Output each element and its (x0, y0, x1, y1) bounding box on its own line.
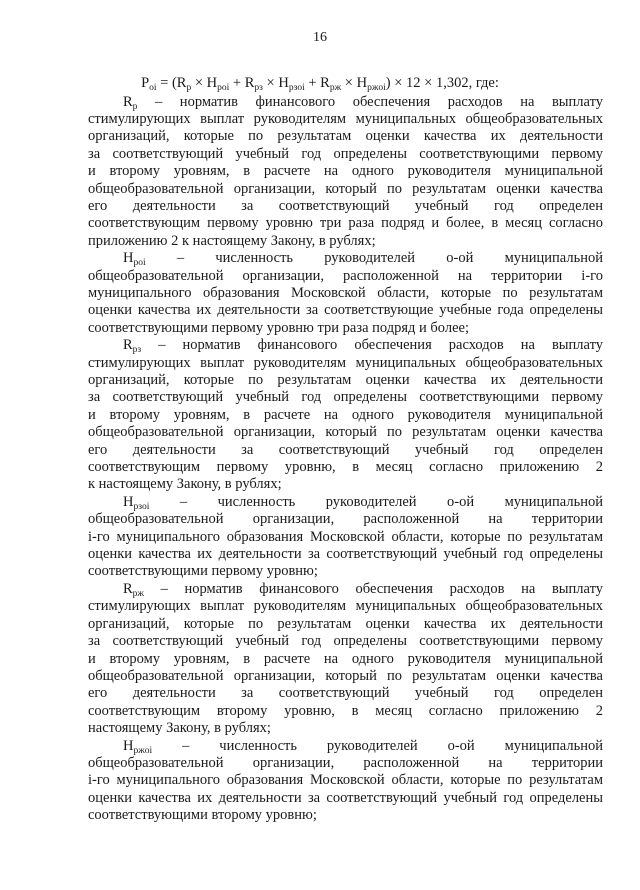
definition-text: его деятельности за соответствующий учебный год определен (88, 441, 603, 458)
definition-line (88, 198, 603, 215)
definition-text: к настоящему Закону, в рублях; (88, 476, 282, 493)
definition-symbol-subscript: p (132, 101, 138, 112)
formula-lhs-subscript: oi (149, 83, 157, 93)
definition-text: общеобразовательной организации, расположенной на территории i-го (88, 267, 603, 284)
definition-symbol: R (123, 337, 133, 354)
definition-line (88, 790, 603, 807)
definition-text: – численность руководителей о-ой муниципальной (145, 250, 603, 267)
definition-line (88, 215, 603, 232)
formula-term-subscript: p (186, 83, 192, 93)
definition-line (88, 755, 603, 772)
formula-term-subscript: pжoi (367, 83, 386, 93)
definition-line (88, 337, 603, 354)
definition-line (88, 128, 603, 145)
definition-text: муниципального образования Московской области, которые по результатам (88, 284, 603, 301)
formula-term: + R (229, 75, 255, 91)
definition-text: стимулирующих выплат руководителям муниципальных общеобразовательных (88, 354, 603, 371)
definition-line (88, 581, 603, 598)
definition-text: оценки качества их деятельности за соответствующий учебный год определены (88, 789, 603, 806)
definition-line (88, 442, 603, 459)
definition-line (88, 372, 603, 389)
definition-text: за соответствующий учебный год определены соответствующими первому (88, 633, 603, 650)
definition-text: – численность руководителей о-ой муниципальной (152, 737, 603, 754)
formula-term-subscript: pз (254, 83, 263, 93)
definitions-list (88, 94, 603, 825)
definition-text: и второму уровням, в расчете на одного руководителя муниципальной (88, 650, 603, 667)
definition-text: стимулирующих выплат руководителям муниципальных общеобразовательных (88, 110, 603, 127)
definition-paragraph (88, 250, 603, 337)
definition-text: общеобразовательной организации, который по результатам оценки качества (88, 667, 603, 684)
formula-term: ) × 12 × 1,302, где: (385, 75, 499, 91)
definition-symbol: H (123, 250, 134, 267)
definition-line (88, 511, 603, 528)
definition-symbol-subscript: pзoi (133, 501, 150, 512)
definition-text: приложению 2 к настоящему Закону, в рублях; (88, 232, 376, 249)
definition-line (88, 703, 603, 720)
definition-line (88, 250, 603, 267)
definition-text: стимулирующих выплат руководителям муниципальных общеобразовательных (88, 598, 603, 615)
definition-text: – норматив финансового обеспечения расходов на выплату (137, 93, 603, 110)
formula-term: + R (304, 75, 330, 91)
definition-line (88, 494, 603, 511)
definition-line (88, 807, 603, 824)
formula-term-subscript: poi (217, 83, 230, 93)
definition-paragraph (88, 494, 603, 581)
formula-term: × H (191, 75, 218, 91)
definition-line (88, 407, 603, 424)
definition-line (88, 181, 603, 198)
definition-line (88, 268, 603, 285)
definition-symbol: H (123, 737, 134, 754)
definition-line (88, 668, 603, 685)
definition-symbol: H (123, 493, 134, 510)
formula-term: = (R (156, 75, 187, 91)
definition-symbol-subscript: poi (133, 258, 146, 269)
definition-line (88, 529, 603, 546)
definition-text: организаций, которые по результатам оценки качества их деятельности (88, 372, 603, 388)
definition-line (88, 146, 603, 163)
definition-line (88, 616, 603, 633)
definition-text: оценки качества их деятельности за соответствующие учебные года определены (88, 302, 603, 319)
definition-line (88, 738, 603, 755)
definition-line (88, 651, 603, 668)
definition-line (88, 598, 603, 615)
definition-paragraph (88, 738, 603, 825)
definition-text: настоящему Закону, в рублях; (88, 720, 271, 737)
formula-term-subscript: pж (329, 83, 342, 93)
definition-line (88, 685, 603, 702)
formula (0, 74, 640, 92)
definition-paragraph (88, 337, 603, 494)
definition-text: и второму уровням, в расчете на одного руководителя муниципальной (88, 406, 603, 423)
page-number: 16 (313, 30, 327, 45)
definition-symbol-subscript: pж (132, 588, 144, 599)
definition-text: организаций, которые по результатам оценки качества их деятельности (88, 615, 603, 632)
definition-line (88, 285, 603, 302)
definition-text: соответствующими первому уровню; (88, 563, 318, 580)
definition-text: соответствующим второму уровню, в месяц согласно приложению 2 (88, 702, 603, 719)
definition-text: соответствующими первому уровню три раза подряд и более; (88, 319, 469, 336)
definition-text: i-го муниципального образования Московской области, которые по результатам (88, 528, 603, 545)
definition-text: i-го муниципального образования Московской области, которые по результатам (88, 772, 603, 789)
definition-line (88, 355, 603, 372)
definition-line (88, 163, 603, 180)
definition-symbol: R (123, 580, 133, 597)
definition-text: его деятельности за соответствующий учебный год определен (88, 197, 603, 214)
definition-line (88, 233, 603, 250)
formula-term: × H (262, 75, 289, 91)
definition-text: соответствующими второму уровню; (88, 807, 317, 824)
definition-line (88, 459, 603, 476)
definition-text: оценки качества их деятельности за соответствующий учебный год определены (88, 546, 603, 563)
definition-line (88, 476, 603, 493)
definition-text: соответствующим первому уровню три раза подряд и более, в месяц согласно (88, 215, 603, 232)
definition-line (88, 563, 603, 580)
definition-line (88, 94, 603, 111)
definition-line (88, 772, 603, 789)
definition-symbol-subscript: pз (132, 345, 142, 356)
definition-text: его деятельности за соответствующий учебный год определен (88, 685, 603, 702)
definition-symbol: R (123, 93, 133, 110)
definition-text: – численность руководителей о-ой муниципальной (149, 493, 603, 510)
definition-paragraph (88, 581, 603, 738)
definition-line (88, 720, 603, 737)
formula-term: × H (341, 75, 368, 91)
definition-text: общеобразовательной организации, расположенной на территории (88, 754, 603, 771)
definition-paragraph (88, 94, 603, 251)
definition-line (88, 546, 603, 563)
definition-text: и второму уровням, в расчете на одного руководителя муниципальной (88, 163, 603, 180)
definition-text: общеобразовательной организации, который по результатам оценки качества (88, 424, 603, 441)
definition-line (88, 633, 603, 650)
definition-text: за соответствующий учебный год определены соответствующими первому (88, 389, 603, 406)
definition-text: – норматив финансового обеспечения расходов на выплату (144, 580, 603, 597)
definition-symbol-subscript: pжoi (133, 745, 153, 756)
definition-line (88, 320, 603, 337)
definition-line (88, 424, 603, 441)
definition-text: соответствующим первому уровню, в месяц согласно приложению 2 (88, 459, 603, 476)
definition-text: общеобразовательной организации, который по результатам оценки качества (88, 180, 603, 197)
formula-rhs (157, 75, 499, 91)
definition-line (88, 111, 603, 128)
formula-term-subscript: pзoi (288, 83, 305, 93)
definition-text: – норматив финансового обеспечения расходов на выплату (141, 337, 603, 354)
definition-line (88, 389, 603, 406)
formula-lhs: P (141, 75, 150, 91)
definition-line (88, 302, 603, 319)
definition-text: организаций, которые по результатам оценки качества их деятельности (88, 128, 603, 145)
definition-text: за соответствующий учебный год определены соответствующими первому (88, 145, 603, 162)
definition-text: общеобразовательной организации, расположенной на территории (88, 511, 603, 528)
